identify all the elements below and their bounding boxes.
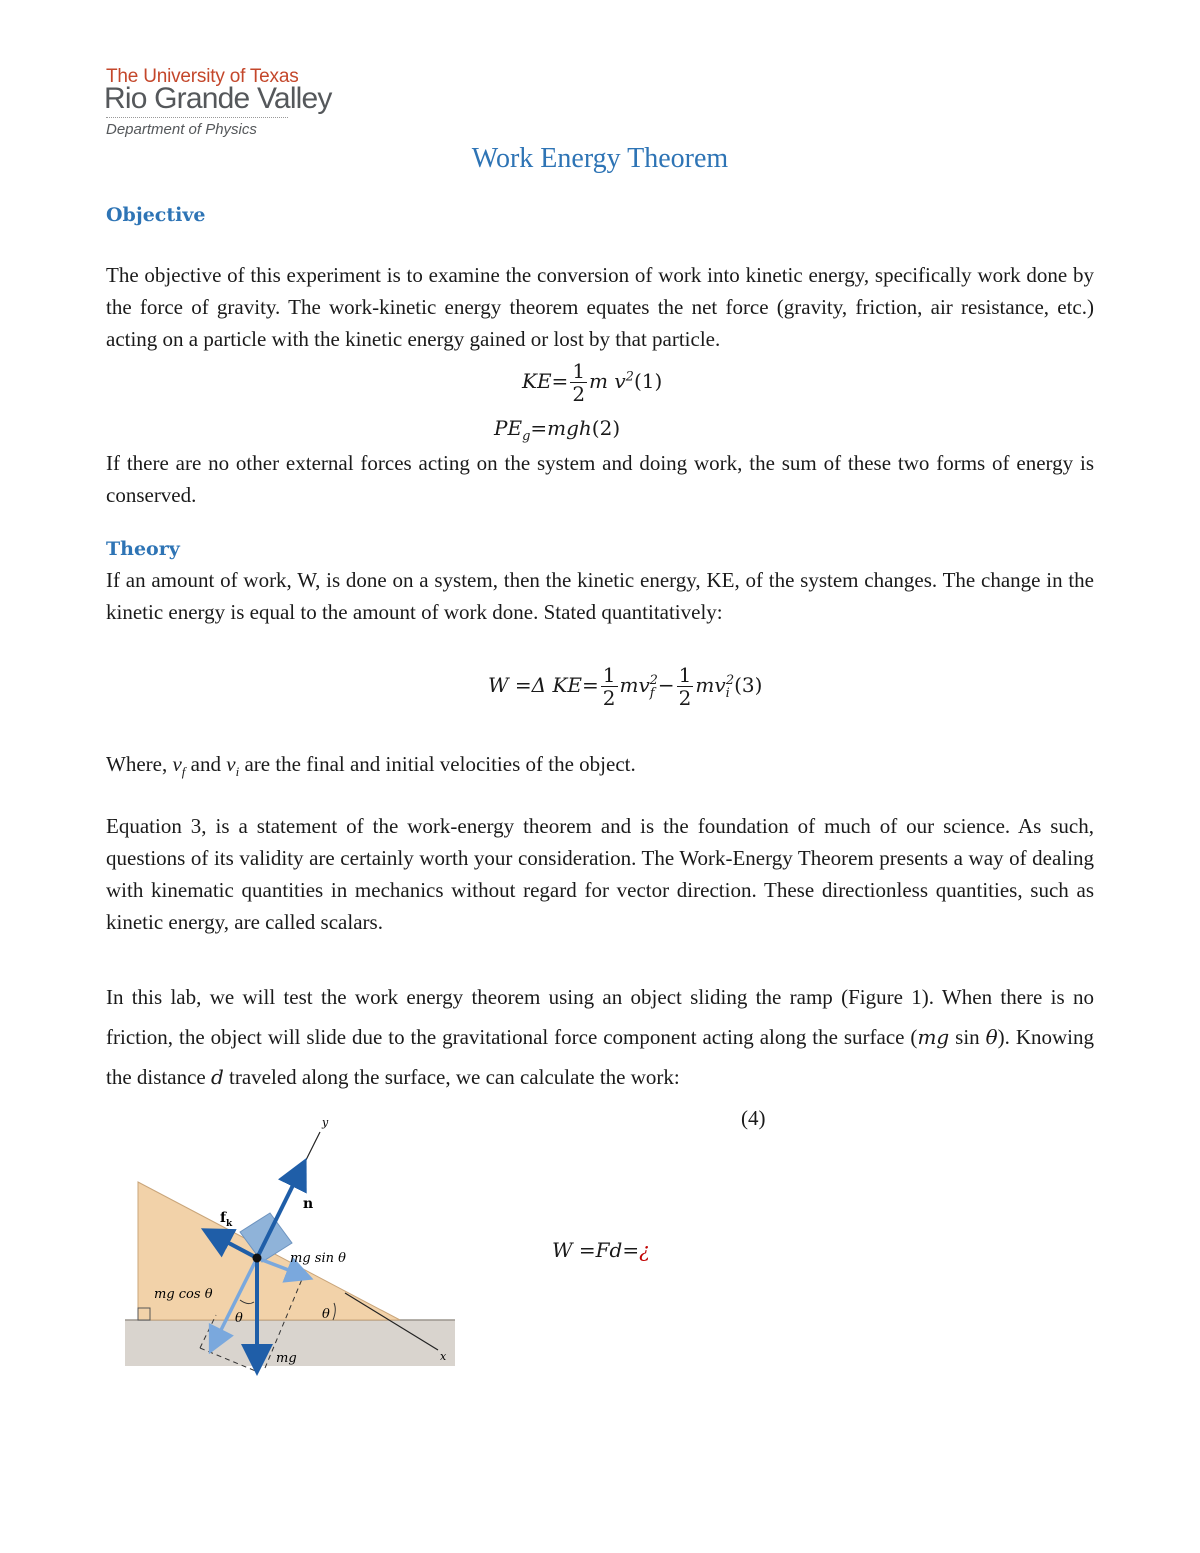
conserved-paragraph: If there are no other external forces acting on the system and doing work, the sum of these two forms of energy is conserved. bbox=[106, 451, 1094, 507]
objective-heading: Objective bbox=[106, 204, 206, 226]
eq1-lhs: KE= bbox=[522, 369, 569, 393]
logo-divider bbox=[106, 117, 288, 118]
theta-label-2: θ bbox=[322, 1307, 330, 1322]
friction-label: $f_k$ bbox=[220, 1210, 233, 1229]
equation-3: W =Δ KE= $\frac{1}{2}$ $mv_f^2-$ $\frac{1}{2}$ $mv_i^2(3)$ bbox=[488, 663, 763, 710]
eq1-tag: (1) bbox=[633, 369, 663, 393]
page-title: Work Energy Theorem bbox=[471, 143, 729, 174]
eq2-tag: (2) bbox=[591, 416, 621, 440]
objective-paragraph bbox=[106, 259, 1094, 355]
eq1-rhs: m v bbox=[589, 369, 626, 393]
department-name: Department of Physics bbox=[106, 121, 257, 138]
gravity-label: mg bbox=[276, 1351, 297, 1366]
university-logo-line1: The University of Texas bbox=[106, 66, 299, 87]
equation-2: $PE_g=mgh(2)$ bbox=[494, 416, 621, 444]
eq3-tag: (3) bbox=[734, 673, 763, 697]
block-center-dot bbox=[253, 1254, 262, 1263]
normal-force-label: n bbox=[303, 1196, 314, 1212]
equation-1: KE= $\frac{1}{2}$ m $v^2(1)$ bbox=[522, 359, 663, 406]
eq3-fraction-2: $\frac{1}{2}$ bbox=[678, 663, 692, 710]
figure-incline-diagram bbox=[120, 1110, 460, 1380]
y-axis-label: y bbox=[322, 1116, 329, 1129]
theta-label-1: θ bbox=[235, 1311, 243, 1326]
theory-paragraph-3: In this lab, we will test the work energy theorem using an object sliding the ramp (Figure 1). When there is no friction, the object will slide due to the gravitational force component acting along the surface (mg sin θ). Knowing the distance d traveled along the surface, we can calculate the work: bbox=[106, 985, 1094, 1089]
mg-sin-label: mg sin θ bbox=[290, 1251, 346, 1266]
university-logo-line2: Rio Grande Valley bbox=[104, 82, 332, 115]
theory-paragraph-1: If an amount of work, W, is done on a system, then the kinetic energy, KE, of the system changes. The change in the kinetic energy is equal to the amount of work done. Stated quantitatively: bbox=[106, 568, 1094, 624]
eq3-fraction-1: $\frac{1}{2}$ bbox=[602, 663, 616, 710]
equation-4-label: (4) bbox=[741, 1106, 766, 1130]
eq4-placeholder-glyph: ¿ bbox=[639, 1238, 650, 1262]
equation-4: W =Fd=¿ bbox=[552, 1238, 650, 1262]
theory-heading: Theory bbox=[106, 538, 180, 560]
theory-paragraph-2: Equation 3, is a statement of the work-energy theorem and is the foundation of much of our science. As such, questions of its validity are certainly worth your consideration. The Work-Energy Theorem presents a way of dealing with kinematic quantities in mechanics without regard for vector direction. These directionless quantities, such as kinetic energy, are called scalars. bbox=[106, 814, 1094, 934]
eq1-fraction: $\frac{1}{2}$ bbox=[572, 359, 586, 406]
mg-cos-label: mg cos θ bbox=[154, 1287, 213, 1302]
where-sentence: Where, $v_f$ and $v_i$ are the final and initial velocities of the object. bbox=[106, 752, 636, 780]
objective-text: The objective of this experiment is to examine the conversion of work into kinetic energy, specifically work done by the force of gravity. The work-kinetic energy theorem equates the net force (gravity, friction, air resistance, etc.) acting on a particle with the kinetic energy gained or lost by that particle. bbox=[106, 263, 1094, 351]
x-axis-label: x bbox=[440, 1350, 447, 1363]
